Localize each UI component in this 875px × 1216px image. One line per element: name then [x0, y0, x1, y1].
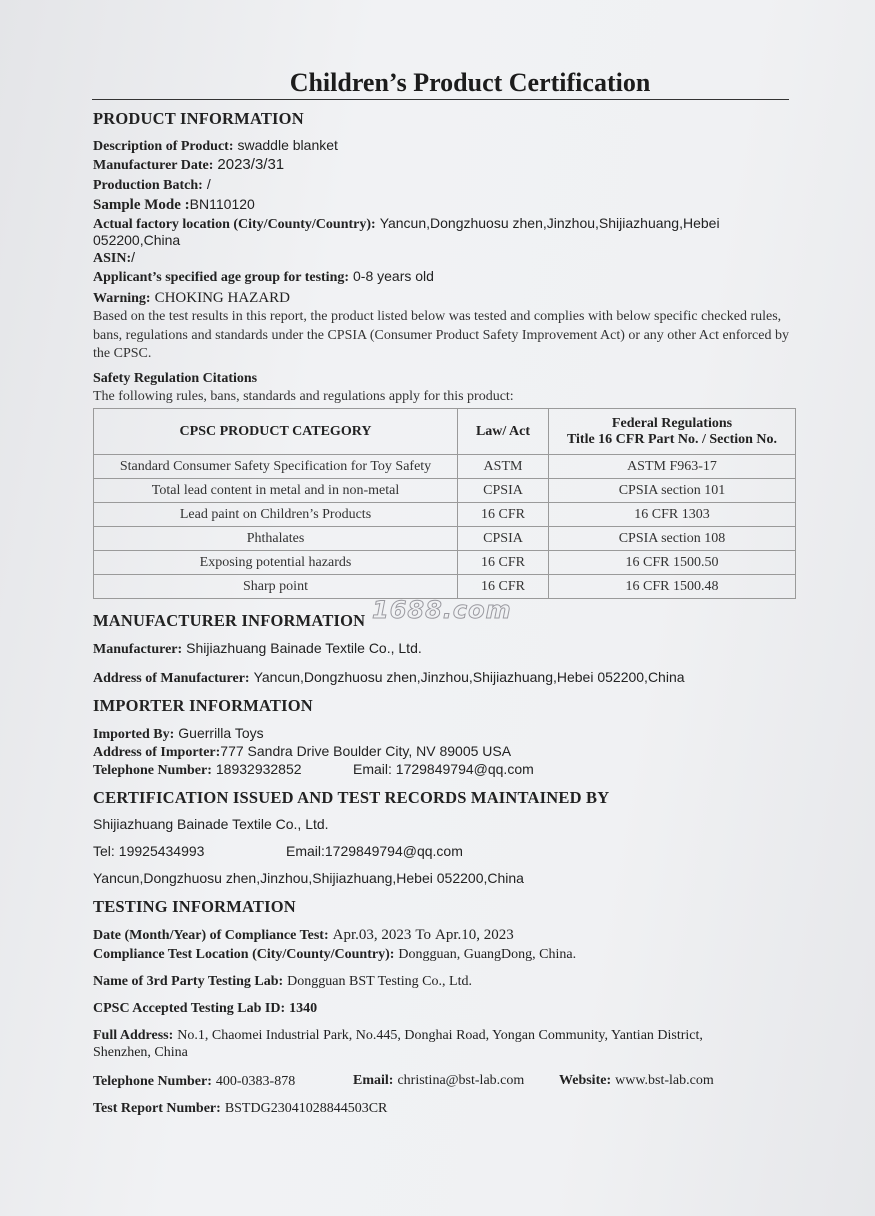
factory-location-label: Actual factory location (City/County/Country):: [93, 217, 376, 232]
cell-law: ASTM: [458, 455, 549, 479]
lab-id-value: 1340: [289, 1001, 318, 1016]
header-category: CPSC PRODUCT CATEGORY: [94, 409, 458, 455]
importer-phone-row: [93, 761, 302, 779]
cell-regulation: ASTM F963-17: [549, 455, 796, 479]
sample-mode-label: Sample Mode :: [93, 197, 190, 213]
cell-regulation: 16 CFR 1500.50: [549, 551, 796, 575]
lab-id-label: CPSC Accepted Testing Lab ID:: [93, 1001, 286, 1016]
document-title: Children’s Product Certification: [289, 68, 651, 97]
age-group-value: 0-8 years old: [353, 268, 434, 284]
full-address-label: Full Address:: [93, 1028, 174, 1043]
importer-address-label: Address of Importer:: [93, 745, 221, 760]
manufacturer-name-value: Shijiazhuang Bainade Textile Co., Ltd.: [186, 640, 422, 656]
description-value: swaddle blanket: [237, 137, 338, 153]
cell-law: CPSIA: [458, 479, 549, 503]
cell-regulation: CPSIA section 101: [549, 479, 796, 503]
lab-phone-label: Telephone Number:: [93, 1074, 212, 1089]
asin-value: /: [131, 249, 136, 265]
cell-category: Phthalates: [94, 527, 458, 551]
cell-category: Lead paint on Children’s Products: [94, 503, 458, 527]
table-row: [94, 551, 796, 575]
table-row: [94, 527, 796, 551]
description-row: [93, 137, 338, 155]
importer-heading: IMPORTER INFORMATION: [93, 696, 313, 715]
report-number-label: Test Report Number:: [93, 1101, 221, 1116]
certification-tel-value: 19925434993: [118, 843, 205, 859]
test-date-row: [93, 926, 514, 944]
lab-website-value: www.bst-lab.com: [615, 1073, 714, 1088]
lab-name-row: [93, 972, 472, 990]
certification-tel-label: Tel:: [93, 843, 115, 859]
cell-law: 16 CFR: [458, 503, 549, 527]
header-law: Law/ Act: [458, 409, 549, 455]
header-federal-line1: Federal Regulations: [611, 415, 733, 431]
age-group-row: [93, 268, 434, 286]
manufacturer-address-value: Yancun,Dongzhuosu zhen,Jinzhou,Shijiazhuang,Hebei 052200,China: [253, 669, 685, 685]
test-location-value: Dongguan, GuangDong, China.: [398, 947, 577, 962]
lab-email-row: [353, 1071, 524, 1089]
asin-row: [93, 249, 135, 267]
table-row: [94, 455, 796, 479]
cell-regulation: CPSIA section 108: [549, 527, 796, 551]
test-date-label: Date (Month/Year) of Compliance Test:: [93, 928, 329, 943]
manufacturer-heading: MANUFACTURER INFORMATION: [93, 611, 366, 630]
testing-heading: TESTING INFORMATION: [93, 897, 296, 916]
report-number-row: [93, 1099, 387, 1117]
cell-regulation: 16 CFR 1303: [549, 503, 796, 527]
full-address-row: [93, 1026, 703, 1044]
importer-email: Email: 1729849794@qq.com: [353, 761, 534, 777]
sample-mode-row: [93, 196, 255, 214]
cell-category: Standard Consumer Safety Specification for Toy Safety: [94, 455, 458, 479]
cell-category: Sharp point: [94, 575, 458, 599]
lab-name-label: Name of 3rd Party Testing Lab:: [93, 974, 284, 989]
manufacturer-date-label: Manufacturer Date:: [93, 158, 214, 173]
imported-by-row: [93, 725, 264, 743]
manufacturer-address-label: Address of Manufacturer:: [93, 671, 250, 686]
lab-name-value: Dongguan BST Testing Co., Ltd.: [287, 974, 472, 989]
lab-phone-row: [93, 1072, 295, 1090]
cell-category: Total lead content in metal and in non-metal: [94, 479, 458, 503]
test-location-row: [93, 945, 576, 963]
warning-row: [93, 289, 290, 307]
age-group-label: Applicant’s specified age group for testing:: [93, 270, 350, 285]
safety-heading: Safety Regulation Citations: [93, 371, 258, 386]
manufacturer-name-label: Manufacturer:: [93, 642, 183, 657]
importer-phone-label: Telephone Number:: [93, 763, 212, 778]
lab-phone-value: 400-0383-878: [215, 1074, 296, 1089]
production-batch-row: [93, 176, 211, 194]
cell-law: 16 CFR: [458, 551, 549, 575]
lab-website-row: [559, 1071, 714, 1089]
imported-by-value: Guerrilla Toys: [178, 725, 264, 741]
asin-label: ASIN:: [93, 251, 132, 266]
full-address-value-2: Shenzhen, China: [93, 1045, 188, 1060]
manufacturer-date-value: 2023/3/31: [217, 156, 285, 173]
manufacturer-name-row: [93, 640, 422, 658]
report-number-value: BSTDG23041028844503CR: [224, 1101, 388, 1116]
importer-address-row: [93, 743, 511, 761]
table-header-row: [94, 409, 796, 455]
test-location-label: Compliance Test Location (City/County/Country):: [93, 947, 395, 962]
cell-law: 16 CFR: [458, 575, 549, 599]
title-underline: [92, 99, 789, 100]
cell-regulation: 16 CFR 1500.48: [549, 575, 796, 599]
certification-heading: CERTIFICATION ISSUED AND TEST RECORDS MAINTAINED BY: [93, 788, 610, 807]
importer-phone-value: 18932932852: [215, 761, 302, 777]
lab-email-label: Email:: [353, 1073, 394, 1088]
certification-address: Yancun,Dongzhuosu zhen,Jinzhou,Shijiazhuang,Hebei 052200,China: [93, 870, 524, 886]
header-federal-line2: Title 16 CFR Part No. / Section No.: [566, 431, 778, 447]
warning-label: Warning:: [93, 291, 151, 306]
manufacturer-address-row: [93, 669, 685, 687]
certification-tel-row: [93, 843, 204, 861]
cell-law: CPSIA: [458, 527, 549, 551]
cell-category: Exposing potential hazards: [94, 551, 458, 575]
manufacturer-date-row: [93, 156, 284, 174]
sample-mode-value: BN110120: [189, 196, 255, 212]
imported-by-label: Imported By:: [93, 727, 175, 742]
table-row: [94, 479, 796, 503]
lab-id-row: [93, 999, 317, 1017]
certification-company: Shijiazhuang Bainade Textile Co., Ltd.: [93, 816, 329, 832]
test-date-to-word: To: [415, 927, 432, 943]
production-batch-value: /: [206, 176, 211, 192]
table-row: [94, 503, 796, 527]
factory-location-value-2: 052200,China: [93, 232, 181, 248]
safety-intro: The following rules, bans, standards and regulations apply for this product:: [93, 389, 514, 404]
watermark: 1688.com: [372, 596, 512, 624]
warning-value: CHOKING HAZARD: [154, 290, 290, 306]
full-address-value-1: No.1, Chaomei Industrial Park, No.445, Donghai Road, Yongan Community, Yantian District,: [177, 1028, 703, 1043]
test-date-to: Apr.10, 2023: [435, 927, 514, 943]
regulations-table: [93, 408, 796, 599]
product-info-heading: PRODUCT INFORMATION: [93, 109, 304, 128]
table-row: [94, 575, 796, 599]
header-federal: [549, 409, 796, 455]
certification-email: Email:1729849794@qq.com: [286, 843, 463, 859]
lab-website-label: Website:: [559, 1073, 612, 1088]
factory-location-row: [93, 215, 720, 233]
compliance-statement: Based on the test results in this report, the product listed below was tested and complies with below specific checked rules, bans, regulations and standards under the CPSIA (Consumer Product Safety Improvement Act) or any other Act enforced by the CPSC.: [93, 309, 789, 361]
test-date-from: Apr.03, 2023: [332, 927, 412, 943]
description-label: Description of Product:: [93, 139, 234, 154]
production-batch-label: Production Batch:: [93, 178, 203, 193]
lab-email-value: christina@bst-lab.com: [397, 1073, 525, 1088]
importer-address-value: 777 Sandra Drive Boulder City, NV 89005 USA: [220, 743, 512, 759]
factory-location-value-1: Yancun,Dongzhuosu zhen,Jinzhou,Shijiazhuang,Hebei: [379, 215, 720, 231]
